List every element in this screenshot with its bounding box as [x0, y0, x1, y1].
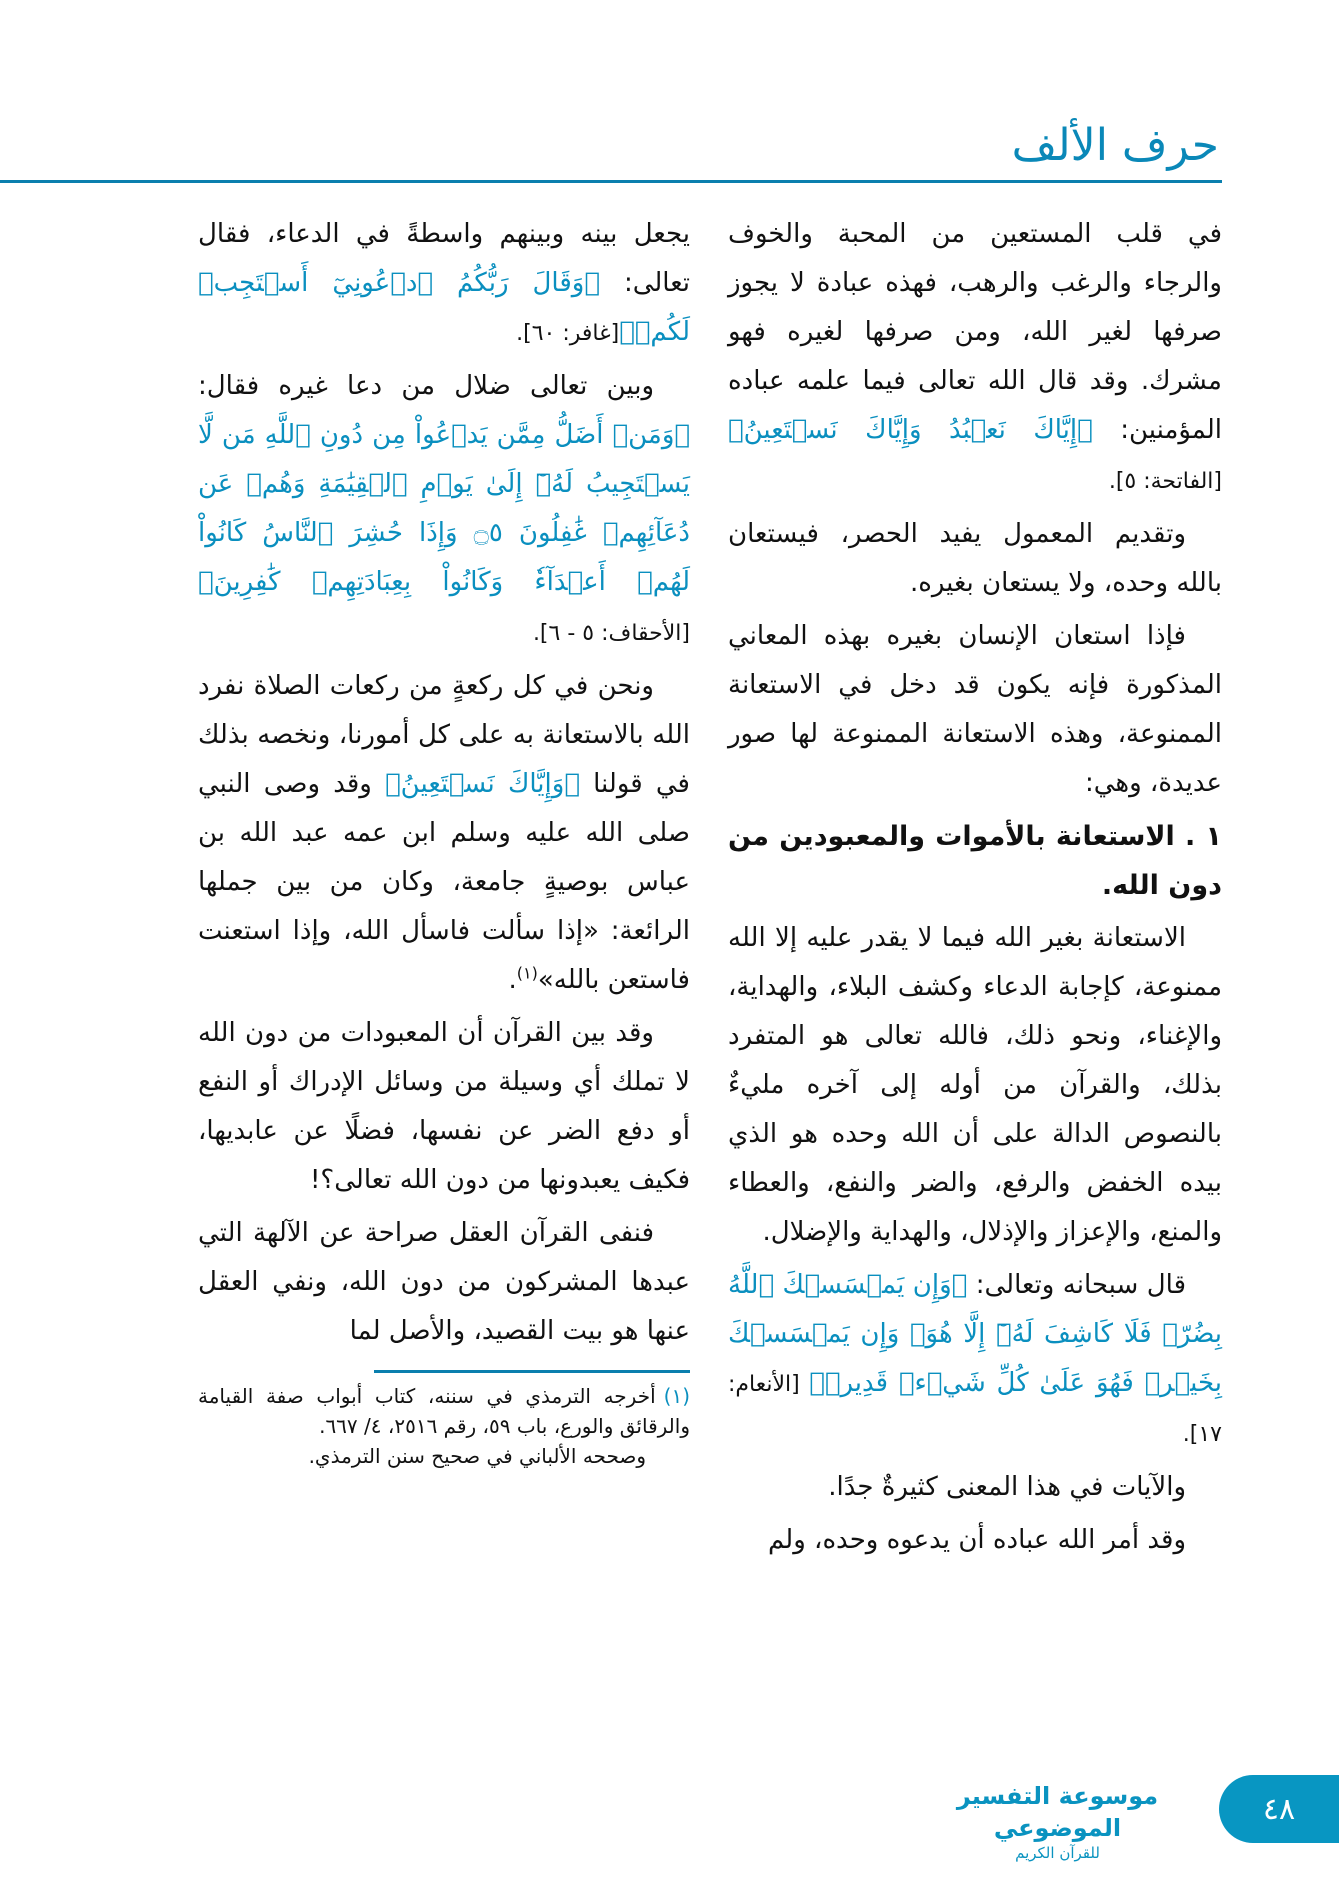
paragraph: فإذا استعان الإنسان بغيره بهذه المعاني المذكورة فإنه يكون قد دخل في الاستعانة الممنوعة، وهذه الاستعانة الممنوعة لها صور عديدة، وهي:: [728, 621, 1222, 798]
quran-verse: ﴿وَإِن يَمۡسَسۡكَ ٱللَّهُ بِضُرّٖ فَلَا كَاشِفَ لَهُۥٓ إِلَّا هُوَۖ وَإِن يَمۡسَسۡكَ بِخَيۡرٖ فَهُوَ عَلَىٰ كُلِّ شَيۡءٖ قَدِيرٞ﴾: [728, 1270, 1222, 1398]
quran-verse: ﴿وَإِيَّاكَ نَسۡتَعِينُ﴾: [385, 769, 580, 799]
verse-reference: [الأنعام: ١٧].: [728, 1372, 1222, 1447]
quran-verse: ﴿إِيَّاكَ نَعۡبُدُ وَإِيَّاكَ نَسۡتَعِينُ﴾: [728, 415, 1093, 445]
footnote-number: (١): [663, 1384, 690, 1408]
quran-verse: ﴿وَقَالَ رَبُّكُمُ ٱدۡعُونِيٓ أَسۡتَجِبۡ لَكُمۡ﴾: [198, 268, 690, 347]
paragraph: [198, 662, 690, 1005]
paragraph: وقد بين القرآن أن المعبودات من دون الله لا تملك أي وسيلة من وسائل الإدراك أو النفع أو دفع الضر عن نفسها، فضلًا عن عابديها، فكيف يعبدونها من دون الله تعالى؟!: [198, 1018, 690, 1195]
paragraph: [728, 1261, 1222, 1459]
quran-verse: ﴿وَمَنۡ أَضَلُّ مِمَّن يَدۡعُواْ مِن دُونِ ٱللَّهِ مَن لَّا يَسۡتَجِيبُ لَهُۥٓ إِلَىٰ يَوۡمِ ٱلۡقِيَٰمَةِ وَهُمۡ عَن دُعَآئِهِمۡ غَٰفِلُونَ ۝٥ وَإِذَا حُشِرَ ٱلنَّاسُ كَانُواْ لَهُمۡ أَعۡدَآءٗ وَكَانُواْ بِعِبَادَتِهِمۡ كَٰفِرِينَ﴾: [198, 420, 690, 597]
right-column: [728, 210, 1222, 1569]
footnote-reference[interactable]: (١): [516, 963, 538, 983]
paragraph: وقد أمر الله عباده أن يدعوه وحده، ولم: [768, 1525, 1186, 1555]
footnote-line: [198, 1381, 690, 1441]
encyclopedia-logo: [935, 1780, 1180, 1862]
paragraph: والآيات في هذا المعنى كثيرةٌ جدًا.: [828, 1472, 1186, 1502]
paragraph: [198, 362, 690, 658]
paragraph: الاستعانة بغير الله فيما لا يقدر عليه إلا الله ممنوعة، كإجابة الدعاء وكشف البلاء، والهداية، والإغناء، ونحو ذلك، فالله تعالى هو المتفرد بذلك، والقرآن من أوله إلى آخره مليءٌ بالنصوص الدالة على أن الله وحده هو الذي بيده الخفض والرفع، والضر والنفع، والعطاء والمنع، والإعزاز والإذلال، والهداية والإضلال.: [728, 923, 1222, 1247]
body-text: ونحن في كل ركعةٍ من ركعات الصلاة نفرد الله بالاستعانة به على كل أمورنا، ونخصه بذلك في قولنا: [198, 671, 690, 799]
paragraph: [198, 210, 690, 358]
footnote-divider: [374, 1370, 690, 1373]
body-text: قال سبحانه وتعالى:: [967, 1270, 1186, 1300]
footnote-text: أخرجه الترمذي في سننه، كتاب أبواب صفة القيامة والرقائق والورع، باب ٥٩، رقم ٢٥١٦، ٤/ ٦٦٧.: [198, 1384, 690, 1438]
section-heading: ١ . الاستعانة بالأموات والمعبودين من دون الله.: [728, 821, 1222, 901]
paragraph: فنفى القرآن العقل صراحة عن الآلهة التي عبدها المشركون من دون الله، ونفي العقل عنها هو بيت القصيد، والأصل لما: [198, 1218, 690, 1346]
footnote-line: وصححه الألباني في صحيح سنن الترمذي.: [308, 1444, 646, 1468]
verse-reference: [الفاتحة: ٥].: [1108, 469, 1222, 494]
verse-reference: [الأحقاف: ٥ - ٦].: [532, 621, 690, 646]
logo-title: موسوعة التفسير الموضوعي: [956, 1782, 1159, 1842]
logo-subtitle: للقرآن الكريم: [1015, 1844, 1100, 1862]
paragraph: وتقديم المعمول يفيد الحصر، فيستعان بالله وحده، ولا يستعان بغيره.: [728, 519, 1222, 598]
header-divider: [0, 180, 1222, 183]
left-column: [198, 210, 690, 1471]
body-text: في قلب المستعين من المحبة والخوف والرجاء والرغب والرهب، فهذه عبادة لا يجوز صرفها لغير الله، ومن صرفها لغيره فهو مشرك. وقد قال الله تعالى فيما علمه عباده المؤمنين:: [728, 219, 1222, 445]
body-text: وبين تعالى ضلال من دعا غيره فقال:: [198, 371, 654, 401]
paragraph: [728, 210, 1222, 506]
chapter-title: حرف الألف: [1011, 120, 1219, 171]
verse-reference: [غافر: ٦٠].: [516, 321, 620, 346]
body-text: يجعل بينه وبينهم واسطةً في الدعاء، فقال تعالى:: [198, 219, 690, 298]
page-number: ٤٨: [1219, 1775, 1339, 1843]
body-text: .: [508, 965, 517, 995]
footnote: [198, 1381, 690, 1471]
body-text: وقد وصى النبي صلى الله عليه وسلم ابن عمه عبد الله بن عباس بوصيةٍ جامعة، وكان من بين جملها الرائعة: «إذا سألت فاسأل الله، وإذا استعنت فاستعن بالله»: [198, 769, 690, 995]
